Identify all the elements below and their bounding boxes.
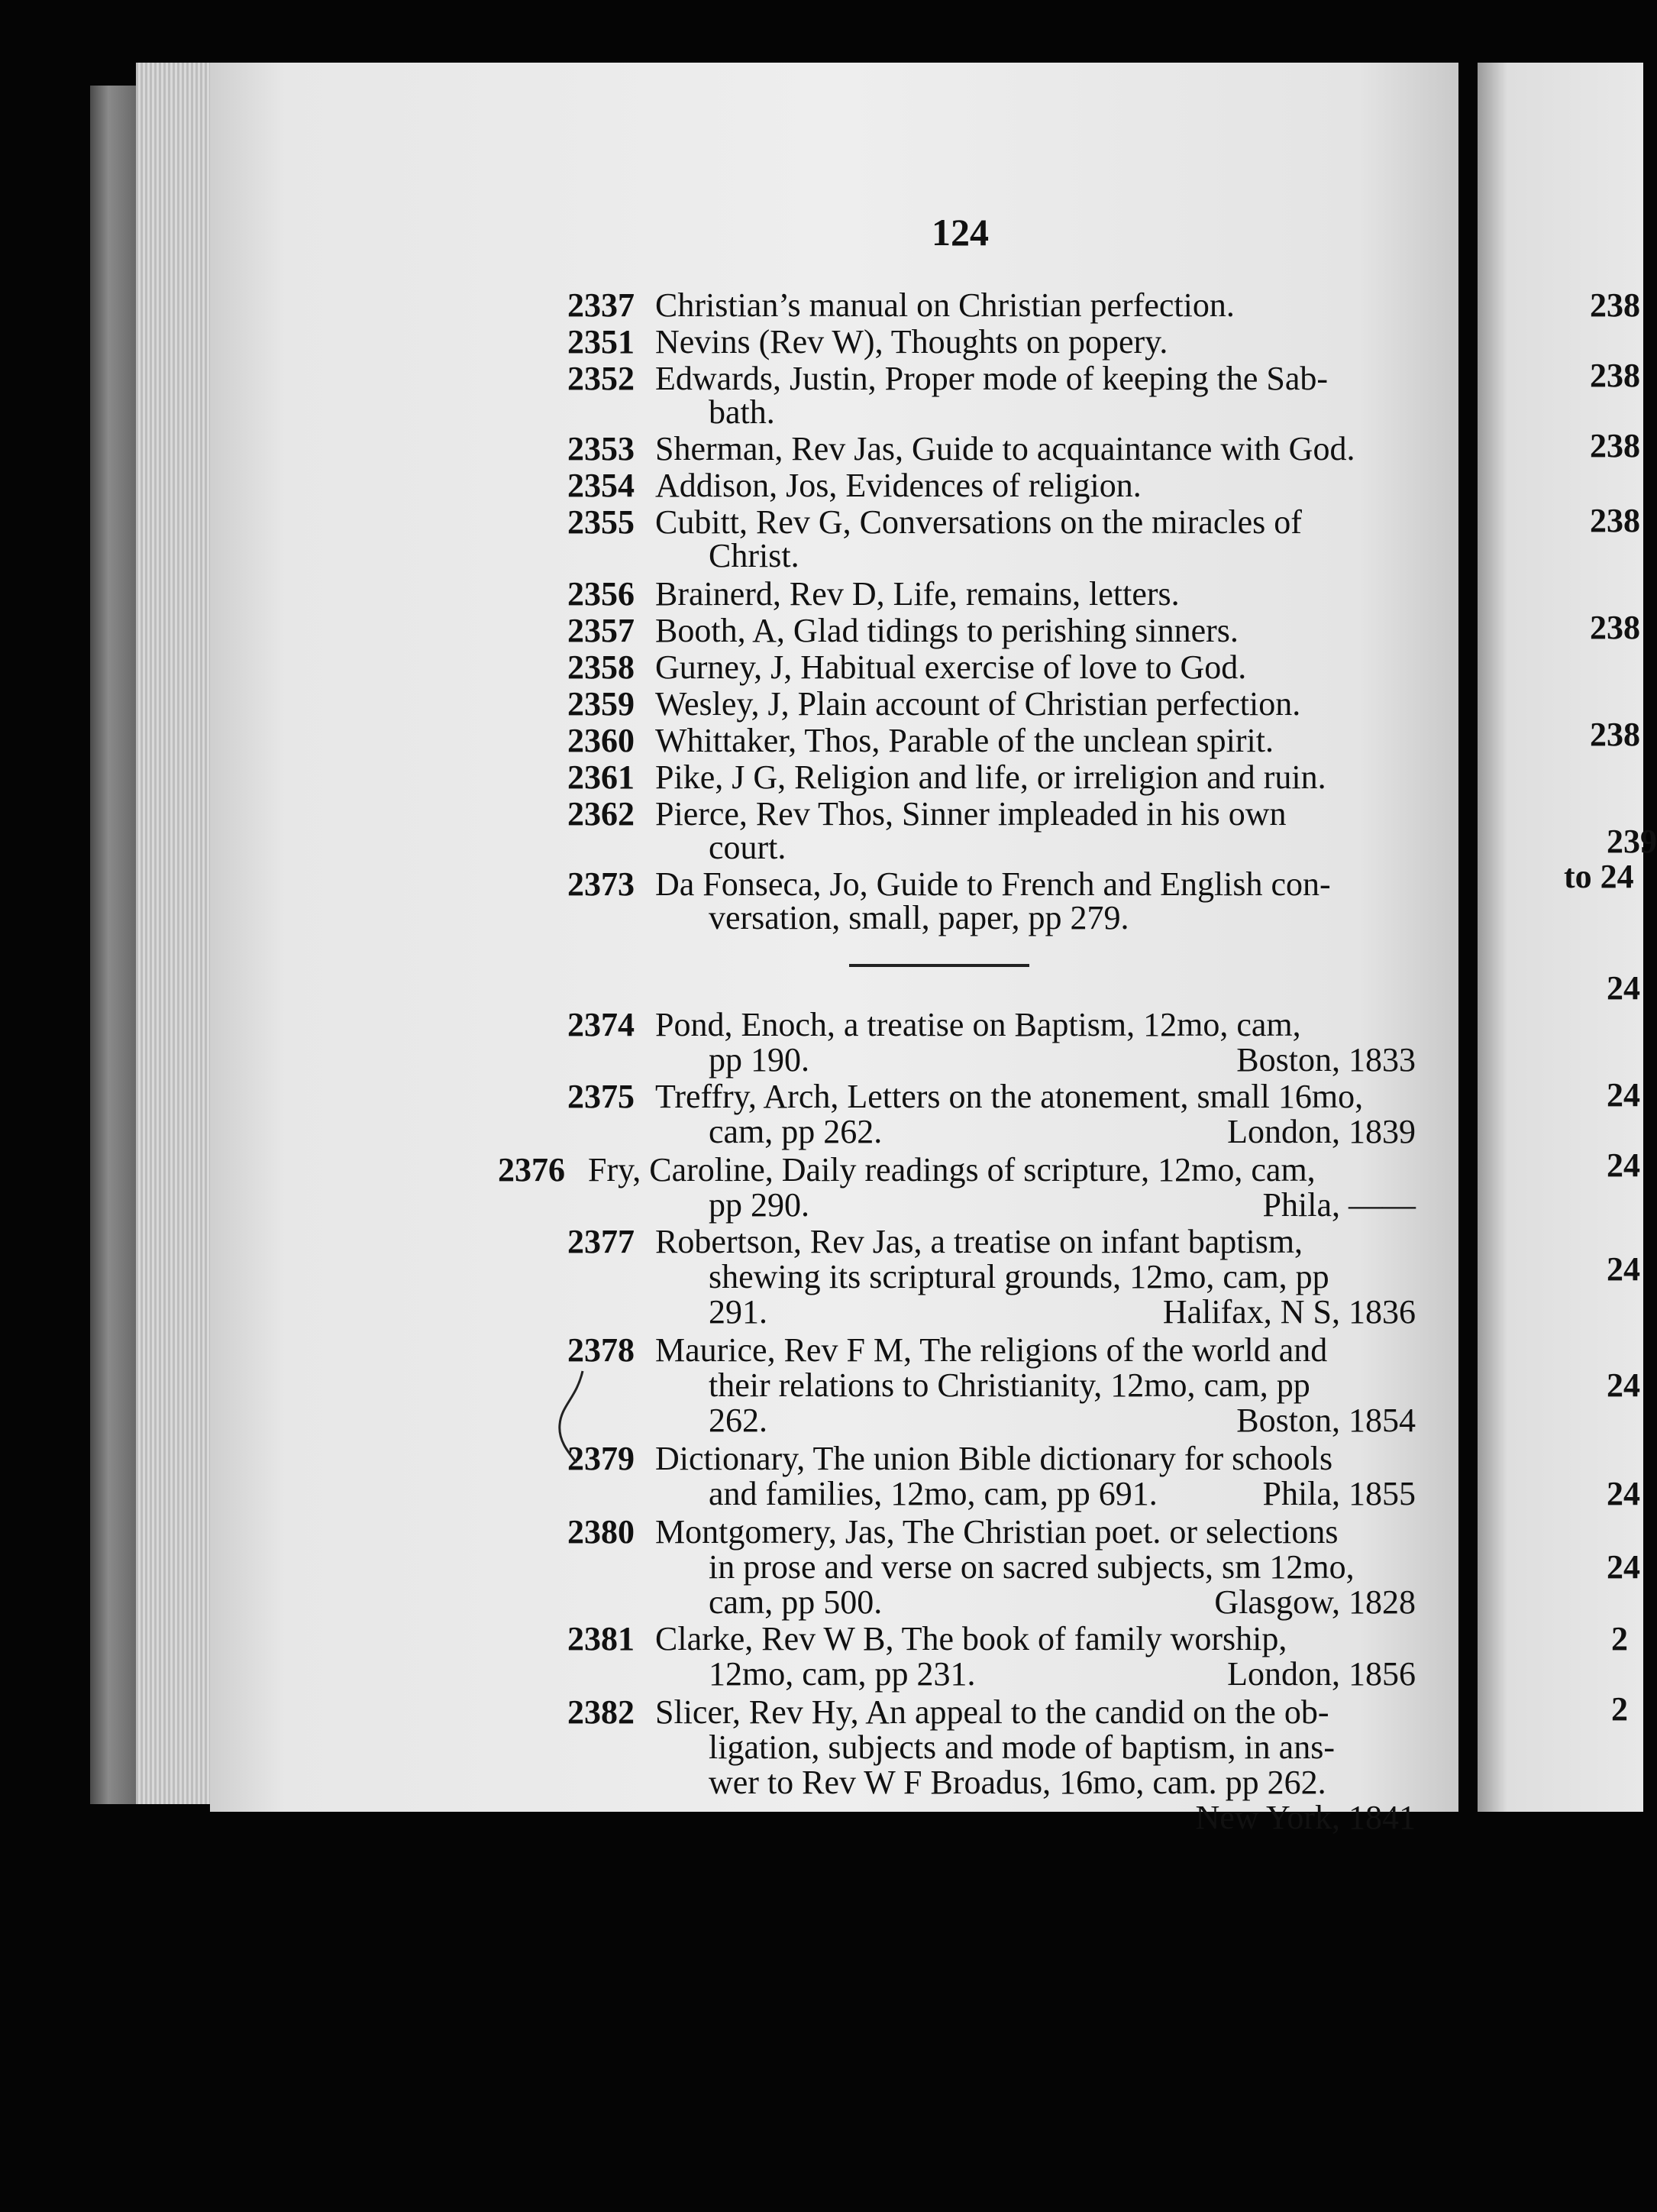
right-page-number-fragment: 239 xyxy=(1607,823,1657,860)
entry-imprint: Phila, 1855 xyxy=(1262,1475,1416,1512)
entry-text: and families, 12mo, cam, pp 691. xyxy=(709,1475,1158,1512)
entry-text: cam, pp 500. xyxy=(709,1583,883,1621)
entry-number: 2376 xyxy=(498,1151,565,1188)
entry-number: 2382 xyxy=(567,1693,635,1731)
entry-number: 2378 xyxy=(567,1331,635,1369)
entry-text: wer to Rev W F Broadus, 16mo, cam. pp 262. xyxy=(709,1764,1326,1801)
entry-number: 2360 xyxy=(567,722,635,759)
entry-text: their relations to Christianity, 12mo, cam, pp xyxy=(709,1366,1310,1404)
entry-imprint: Halifax, N S, 1836 xyxy=(1162,1293,1416,1331)
entry-imprint: New York, 1841 xyxy=(1195,1799,1416,1836)
entry-imprint: London, 1856 xyxy=(1227,1655,1416,1693)
entry-text: Maurice, Rev F M, The religions of the world and xyxy=(655,1331,1328,1369)
entry-text: 262. xyxy=(709,1402,767,1439)
entry-number: 2353 xyxy=(567,430,635,467)
entry-text: Slicer, Rev Hy, An appeal to the candid on the ob- xyxy=(655,1693,1329,1731)
entry-text: Montgomery, Jas, The Christian poet. or selections xyxy=(655,1513,1339,1551)
right-page-number-fragment: 238 xyxy=(1590,286,1640,324)
entry-text: cam, pp 262. xyxy=(709,1113,883,1150)
entry-text: ligation, subjects and mode of baptism, in ans- xyxy=(709,1729,1335,1766)
entry-text: Whittaker, Thos, Parable of the unclean spirit. xyxy=(655,722,1274,759)
entry-number: 2375 xyxy=(567,1078,635,1115)
entry-text: Cubitt, Rev G, Conversations on the miracles of xyxy=(655,503,1302,541)
entry-text: 12mo, cam, pp 231. xyxy=(709,1655,976,1693)
entry-text: versation, small, paper, pp 279. xyxy=(709,899,1129,936)
entry-number: 2380 xyxy=(567,1513,635,1551)
right-page-number-fragment: 238 xyxy=(1590,357,1640,394)
entry-text: court. xyxy=(709,829,787,866)
right-page-number-fragment: 238 xyxy=(1590,716,1640,753)
entry-number: 2358 xyxy=(567,648,635,686)
entry-text: Dictionary, The union Bible dictionary for schools xyxy=(655,1440,1333,1477)
entry-text: Sherman, Rev Jas, Guide to acquaintance with God. xyxy=(655,430,1355,467)
entry-number: 2352 xyxy=(567,360,635,397)
entry-number: 2362 xyxy=(567,795,635,833)
entry-number: 2377 xyxy=(567,1223,635,1260)
entry-text: Clarke, Rev W B, The book of family worship, xyxy=(655,1620,1287,1657)
entry-number: 2354 xyxy=(567,467,635,504)
entry-imprint: Glasgow, 1828 xyxy=(1214,1583,1416,1621)
entry-text: Nevins (Rev W), Thoughts on popery. xyxy=(655,323,1168,361)
entry-text: Fry, Caroline, Daily readings of scripture, 12mo, cam, xyxy=(588,1151,1316,1188)
right-page-number-fragment: 24 xyxy=(1607,1250,1640,1288)
right-page-number-fragment: 238 xyxy=(1590,427,1640,464)
entry-text: Addison, Jos, Evidences of religion. xyxy=(655,467,1142,504)
entry-text: Booth, A, Glad tidings to perishing sinners. xyxy=(655,612,1239,649)
entry-text: pp 290. xyxy=(709,1186,809,1224)
entry-text: Gurney, J, Habitual exercise of love to God. xyxy=(655,648,1247,686)
entry-number: 2381 xyxy=(567,1620,635,1657)
entry-number: 2355 xyxy=(567,503,635,541)
right-page-number-fragment: 24 xyxy=(1607,1548,1640,1586)
section-divider xyxy=(849,964,1029,967)
entry-number: 2337 xyxy=(567,286,635,324)
entry-text: Christian’s manual on Christian perfection. xyxy=(655,286,1235,324)
entry-text: Pierce, Rev Thos, Sinner impleaded in his own xyxy=(655,795,1287,833)
entry-imprint: London, 1839 xyxy=(1227,1113,1416,1150)
handwritten-bracket-mark xyxy=(554,1367,592,1467)
entry-number: 2356 xyxy=(567,575,635,613)
right-page-number-fragment: 238 xyxy=(1590,502,1640,539)
right-page-number-fragment: 2 xyxy=(1611,1690,1628,1728)
entry-text: shewing its scriptural grounds, 12mo, cam, pp xyxy=(709,1258,1329,1295)
right-page-number-fragment: 24 xyxy=(1607,1146,1640,1184)
entry-text: Treffry, Arch, Letters on the atonement, small 16mo, xyxy=(655,1078,1364,1115)
right-page-number-fragment: to 24 xyxy=(1564,858,1634,895)
entry-text: Pond, Enoch, a treatise on Baptism, 12mo, cam, xyxy=(655,1006,1301,1043)
entry-number: 2351 xyxy=(567,323,635,361)
right-page-number-fragment: 2 xyxy=(1611,1620,1628,1657)
entry-text: 291. xyxy=(709,1293,767,1331)
entry-text: Da Fonseca, Jo, Guide to French and English con- xyxy=(655,865,1331,903)
entry-imprint: Boston, 1854 xyxy=(1236,1402,1416,1439)
entry-text: pp 190. xyxy=(709,1041,809,1079)
entry-text: Edwards, Justin, Proper mode of keeping the Sab- xyxy=(655,360,1329,397)
entry-imprint: Phila, —— xyxy=(1262,1186,1416,1224)
entry-text: in prose and verse on sacred subjects, sm 12mo, xyxy=(709,1548,1355,1586)
entry-number: 2373 xyxy=(567,865,635,903)
entry-number: 2357 xyxy=(567,612,635,649)
entry-text: Pike, J G, Religion and life, or irreligion and ruin. xyxy=(655,758,1326,796)
right-page-number-fragment: 24 xyxy=(1607,1366,1640,1404)
right-page-number-fragment: 24 xyxy=(1607,969,1640,1007)
entry-text: Brainerd, Rev D, Life, remains, letters. xyxy=(655,575,1180,613)
entry-text: Christ. xyxy=(709,537,799,574)
entry-text: Robertson, Rev Jas, a treatise on infant baptism, xyxy=(655,1223,1303,1260)
right-page-number-fragment: 238 xyxy=(1590,609,1640,646)
entry-number: 2379 xyxy=(567,1440,635,1477)
right-page-number-fragment: 24 xyxy=(1607,1475,1640,1512)
entry-number: 2361 xyxy=(567,758,635,796)
entry-text: bath. xyxy=(709,393,775,431)
entry-text: Wesley, J, Plain account of Christian perfection. xyxy=(655,685,1301,723)
right-page-number-fragment: 24 xyxy=(1607,1076,1640,1114)
entry-number: 2374 xyxy=(567,1006,635,1043)
entry-imprint: Boston, 1833 xyxy=(1236,1041,1416,1079)
page-number: 124 xyxy=(932,211,989,254)
entry-number: 2359 xyxy=(567,685,635,723)
